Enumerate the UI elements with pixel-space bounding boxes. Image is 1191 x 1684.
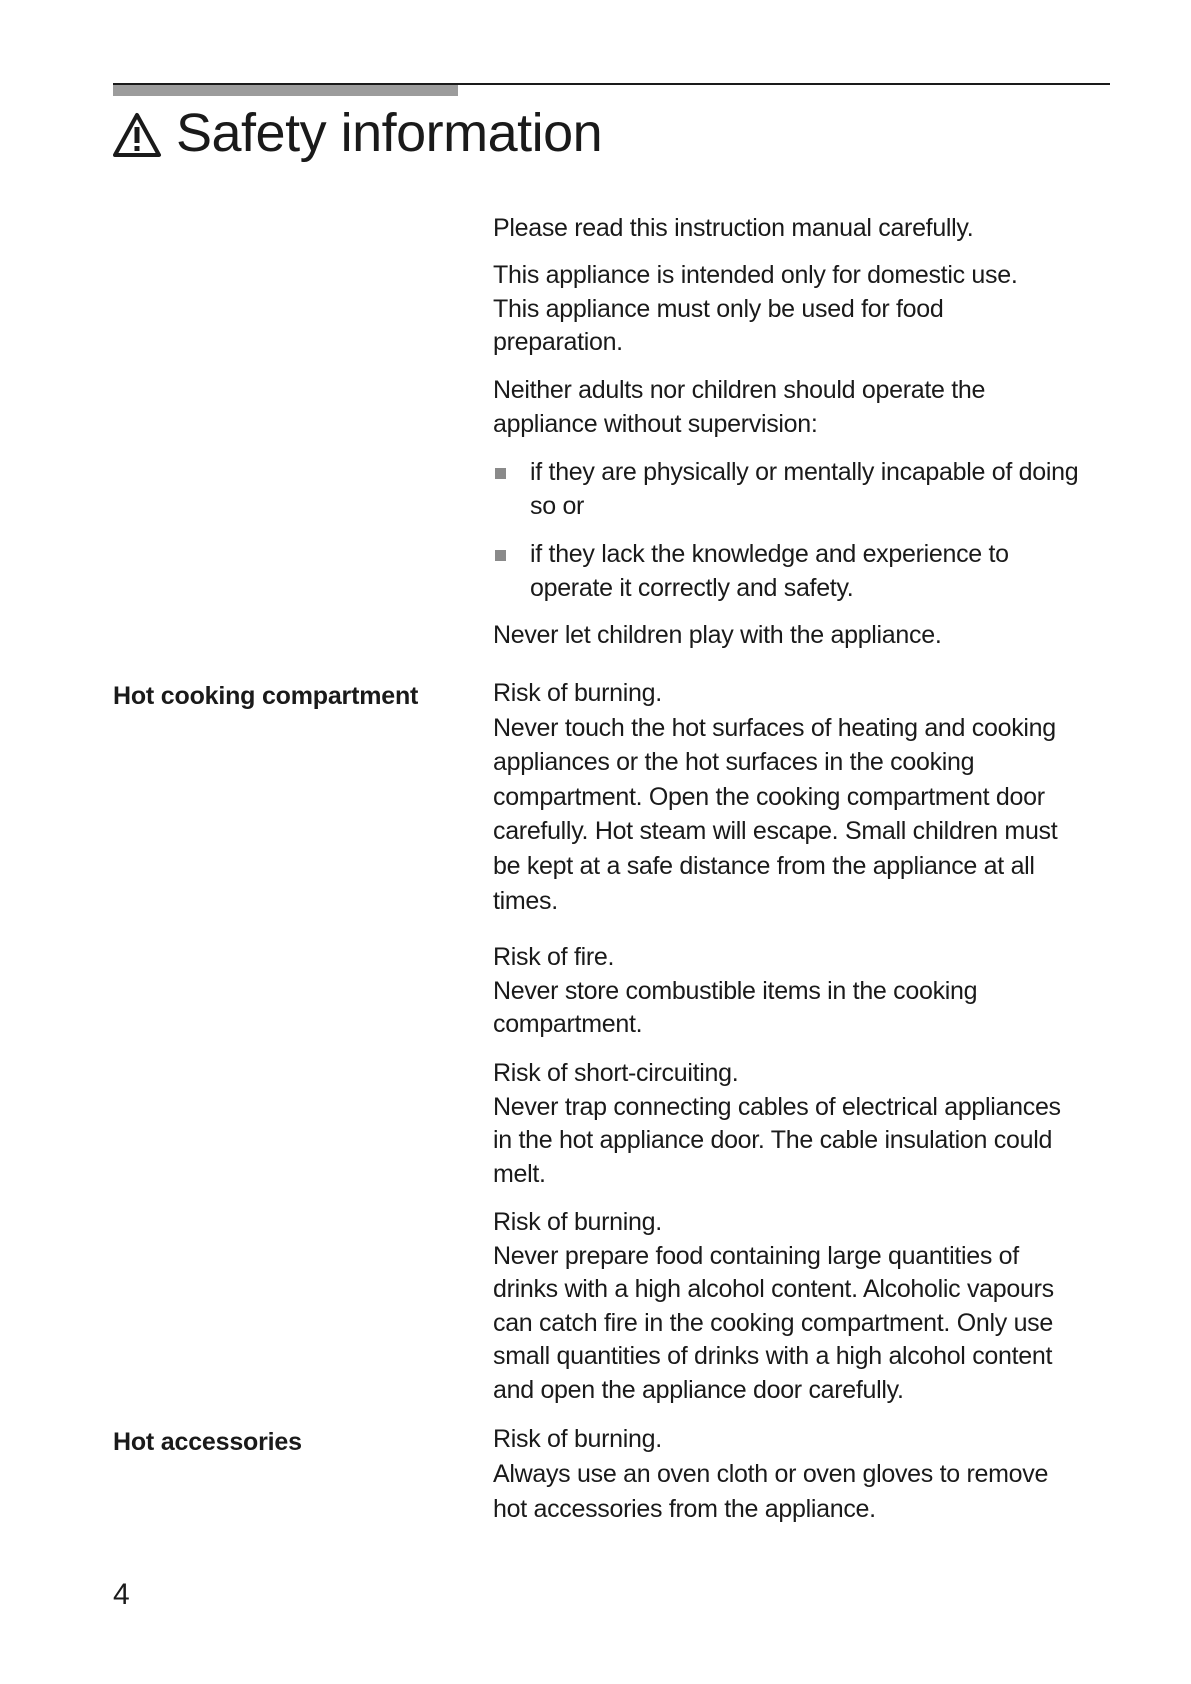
list-item: if they are physically or mentally incapable of doing so or — [493, 456, 1118, 523]
intro-paragraph-1: Please read this instruction manual carefully. — [493, 214, 974, 242]
header-rule — [113, 83, 1110, 85]
list-item: if they lack the knowledge and experience to operate it correctly and safety. — [493, 538, 1118, 605]
intro-paragraph-4: Never let children play with the appliance. — [493, 621, 942, 649]
hot-compartment-block-4: Risk of burning. Never prepare food containing large quantities of drinks with a high alcohol content. Alcoholic vapours can catch fire in the cooking compartment. Only use small quantities of drinks with a high alcohol content and open the appliance door carefully. — [493, 1208, 1054, 1404]
hot-accessories-block-1: Risk of burning. Always use an oven cloth or oven gloves to remove hot accessories from the appliance. — [493, 1425, 1049, 1523]
intro-paragraph-2: This appliance is intended only for domestic use. This appliance must only be used for food preparation. — [493, 261, 1018, 356]
hot-compartment-block-2: Risk of fire. Never store combustible items in the cooking compartment. — [493, 943, 978, 1038]
warning-triangle-icon — [112, 112, 162, 158]
intro-paragraph-3: Neither adults nor children should operate the appliance without supervision: — [493, 376, 986, 438]
section-label-hot-accessories: Hot accessories — [113, 1428, 302, 1456]
page-number: 4 — [113, 1578, 130, 1611]
section-label-hot-cooking-compartment: Hot cooking compartment — [113, 682, 419, 710]
hot-compartment-block-1: Risk of burning. Never touch the hot surfaces of heating and cooking appliances or the hot surfaces in the cooking compartment. Open the cooking compartment door carefully. Hot steam will escape. Small children must be kept at a safe distance from the appliance at all times. — [493, 679, 1058, 915]
bullet-square-icon — [495, 550, 506, 561]
hot-compartment-block-3: Risk of short-circuiting. Never trap connecting cables of electrical appliances in the hot appliance door. The cable insulation could melt. — [493, 1059, 1061, 1188]
bullet-square-icon — [495, 468, 506, 479]
page-title — [112, 102, 602, 164]
page-title-text: Safety information — [176, 103, 603, 163]
